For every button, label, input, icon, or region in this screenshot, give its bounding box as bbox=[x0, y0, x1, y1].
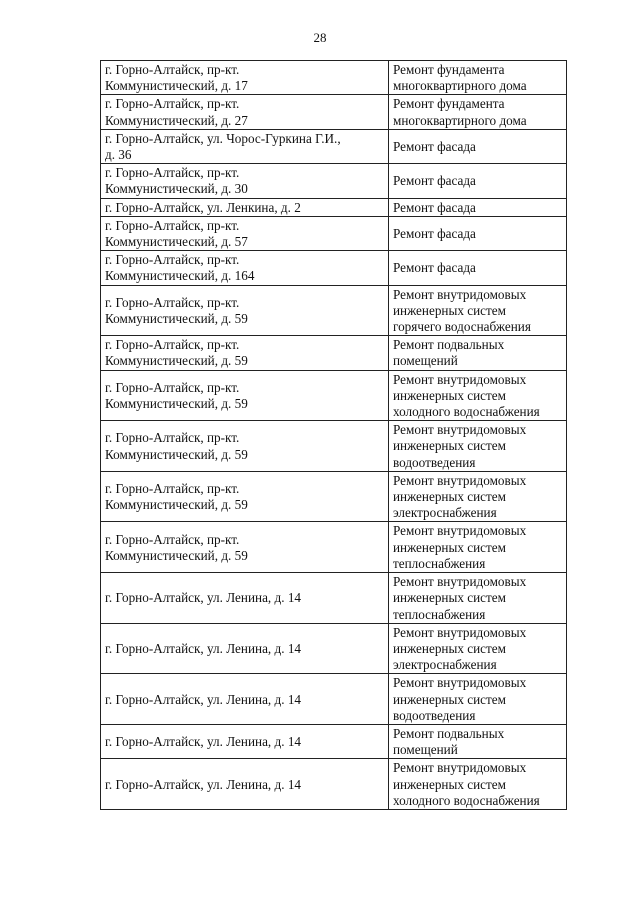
table-row bbox=[101, 95, 567, 129]
table-row bbox=[101, 759, 567, 810]
address-cell: г. Горно-Алтайск, пр-кт. Коммунистический, д. 17 bbox=[101, 61, 389, 95]
work-type-cell: Ремонт внутридомовых инженерных систем теплоснабжения bbox=[389, 573, 567, 624]
work-type-cell: Ремонт фасада bbox=[389, 216, 567, 250]
work-type-cell: Ремонт внутридомовых инженерных систем холодного водоснабжения bbox=[389, 759, 567, 810]
address-cell: г. Горно-Алтайск, пр-кт. Коммунистический, д. 27 bbox=[101, 95, 389, 129]
work-type-cell: Ремонт внутридомовых инженерных систем водоотведения bbox=[389, 421, 567, 472]
address-cell: г. Горно-Алтайск, пр-кт. Коммунистический, д. 30 bbox=[101, 164, 389, 198]
address-cell: г. Горно-Алтайск, ул. Ленина, д. 14 bbox=[101, 573, 389, 624]
work-type-cell: Ремонт внутридомовых инженерных систем теплоснабжения bbox=[389, 522, 567, 573]
table-row bbox=[101, 336, 567, 370]
table-row bbox=[101, 370, 567, 421]
address-cell: г. Горно-Алтайск, пр-кт. Коммунистический, д. 59 bbox=[101, 336, 389, 370]
table-row bbox=[101, 61, 567, 95]
table-row bbox=[101, 216, 567, 250]
address-cell: г. Горно-Алтайск, ул. Чорос-Гуркина Г.И., д. 36 bbox=[101, 129, 389, 163]
table-row bbox=[101, 674, 567, 725]
page-number: 28 bbox=[313, 30, 327, 45]
table-row bbox=[101, 198, 567, 216]
table-row bbox=[101, 573, 567, 624]
address-cell: г. Горно-Алтайск, ул. Ленина, д. 14 bbox=[101, 623, 389, 674]
address-cell: г. Горно-Алтайск, ул. Ленкина, д. 2 bbox=[101, 198, 389, 216]
table-row bbox=[101, 471, 567, 522]
address-cell: г. Горно-Алтайск, пр-кт. Коммунистический, д. 59 bbox=[101, 522, 389, 573]
work-type-cell: Ремонт фасада bbox=[389, 129, 567, 163]
work-type-cell: Ремонт внутридомовых инженерных систем электроснабжения bbox=[389, 623, 567, 674]
table-row bbox=[101, 724, 567, 758]
table-row bbox=[101, 623, 567, 674]
work-type-cell: Ремонт внутридомовых инженерных систем холодного водоснабжения bbox=[389, 370, 567, 421]
table-body bbox=[101, 61, 567, 810]
work-type-cell: Ремонт внутридомовых инженерных систем водоотведения bbox=[389, 674, 567, 725]
work-type-cell: Ремонт фундамента многоквартирного дома bbox=[389, 95, 567, 129]
work-type-cell: Ремонт фасада bbox=[389, 164, 567, 198]
work-type-cell: Ремонт фундамента многоквартирного дома bbox=[389, 61, 567, 95]
work-type-cell: Ремонт подвальных помещений bbox=[389, 724, 567, 758]
address-cell: г. Горно-Алтайск, ул. Ленина, д. 14 bbox=[101, 759, 389, 810]
address-cell: г. Горно-Алтайск, пр-кт. Коммунистический, д. 57 bbox=[101, 216, 389, 250]
address-cell: г. Горно-Алтайск, ул. Ленина, д. 14 bbox=[101, 724, 389, 758]
address-cell: г. Горно-Алтайск, пр-кт. Коммунистический, д. 164 bbox=[101, 251, 389, 285]
address-cell: г. Горно-Алтайск, пр-кт. Коммунистический, д. 59 bbox=[101, 285, 389, 336]
work-type-cell: Ремонт внутридомовых инженерных систем электроснабжения bbox=[389, 471, 567, 522]
address-cell: г. Горно-Алтайск, ул. Ленина, д. 14 bbox=[101, 674, 389, 725]
repair-works-table bbox=[100, 60, 567, 810]
table-row bbox=[101, 251, 567, 285]
work-type-cell: Ремонт внутридомовых инженерных систем горячего водоснабжения bbox=[389, 285, 567, 336]
work-type-cell: Ремонт фасада bbox=[389, 251, 567, 285]
table-row bbox=[101, 421, 567, 472]
table-row bbox=[101, 522, 567, 573]
address-cell: г. Горно-Алтайск, пр-кт. Коммунистический, д. 59 bbox=[101, 421, 389, 472]
work-type-cell: Ремонт фасада bbox=[389, 198, 567, 216]
table-row bbox=[101, 164, 567, 198]
table-row bbox=[101, 285, 567, 336]
address-cell: г. Горно-Алтайск, пр-кт. Коммунистический, д. 59 bbox=[101, 471, 389, 522]
address-cell: г. Горно-Алтайск, пр-кт. Коммунистический, д. 59 bbox=[101, 370, 389, 421]
table-row bbox=[101, 129, 567, 163]
work-type-cell: Ремонт подвальных помещений bbox=[389, 336, 567, 370]
